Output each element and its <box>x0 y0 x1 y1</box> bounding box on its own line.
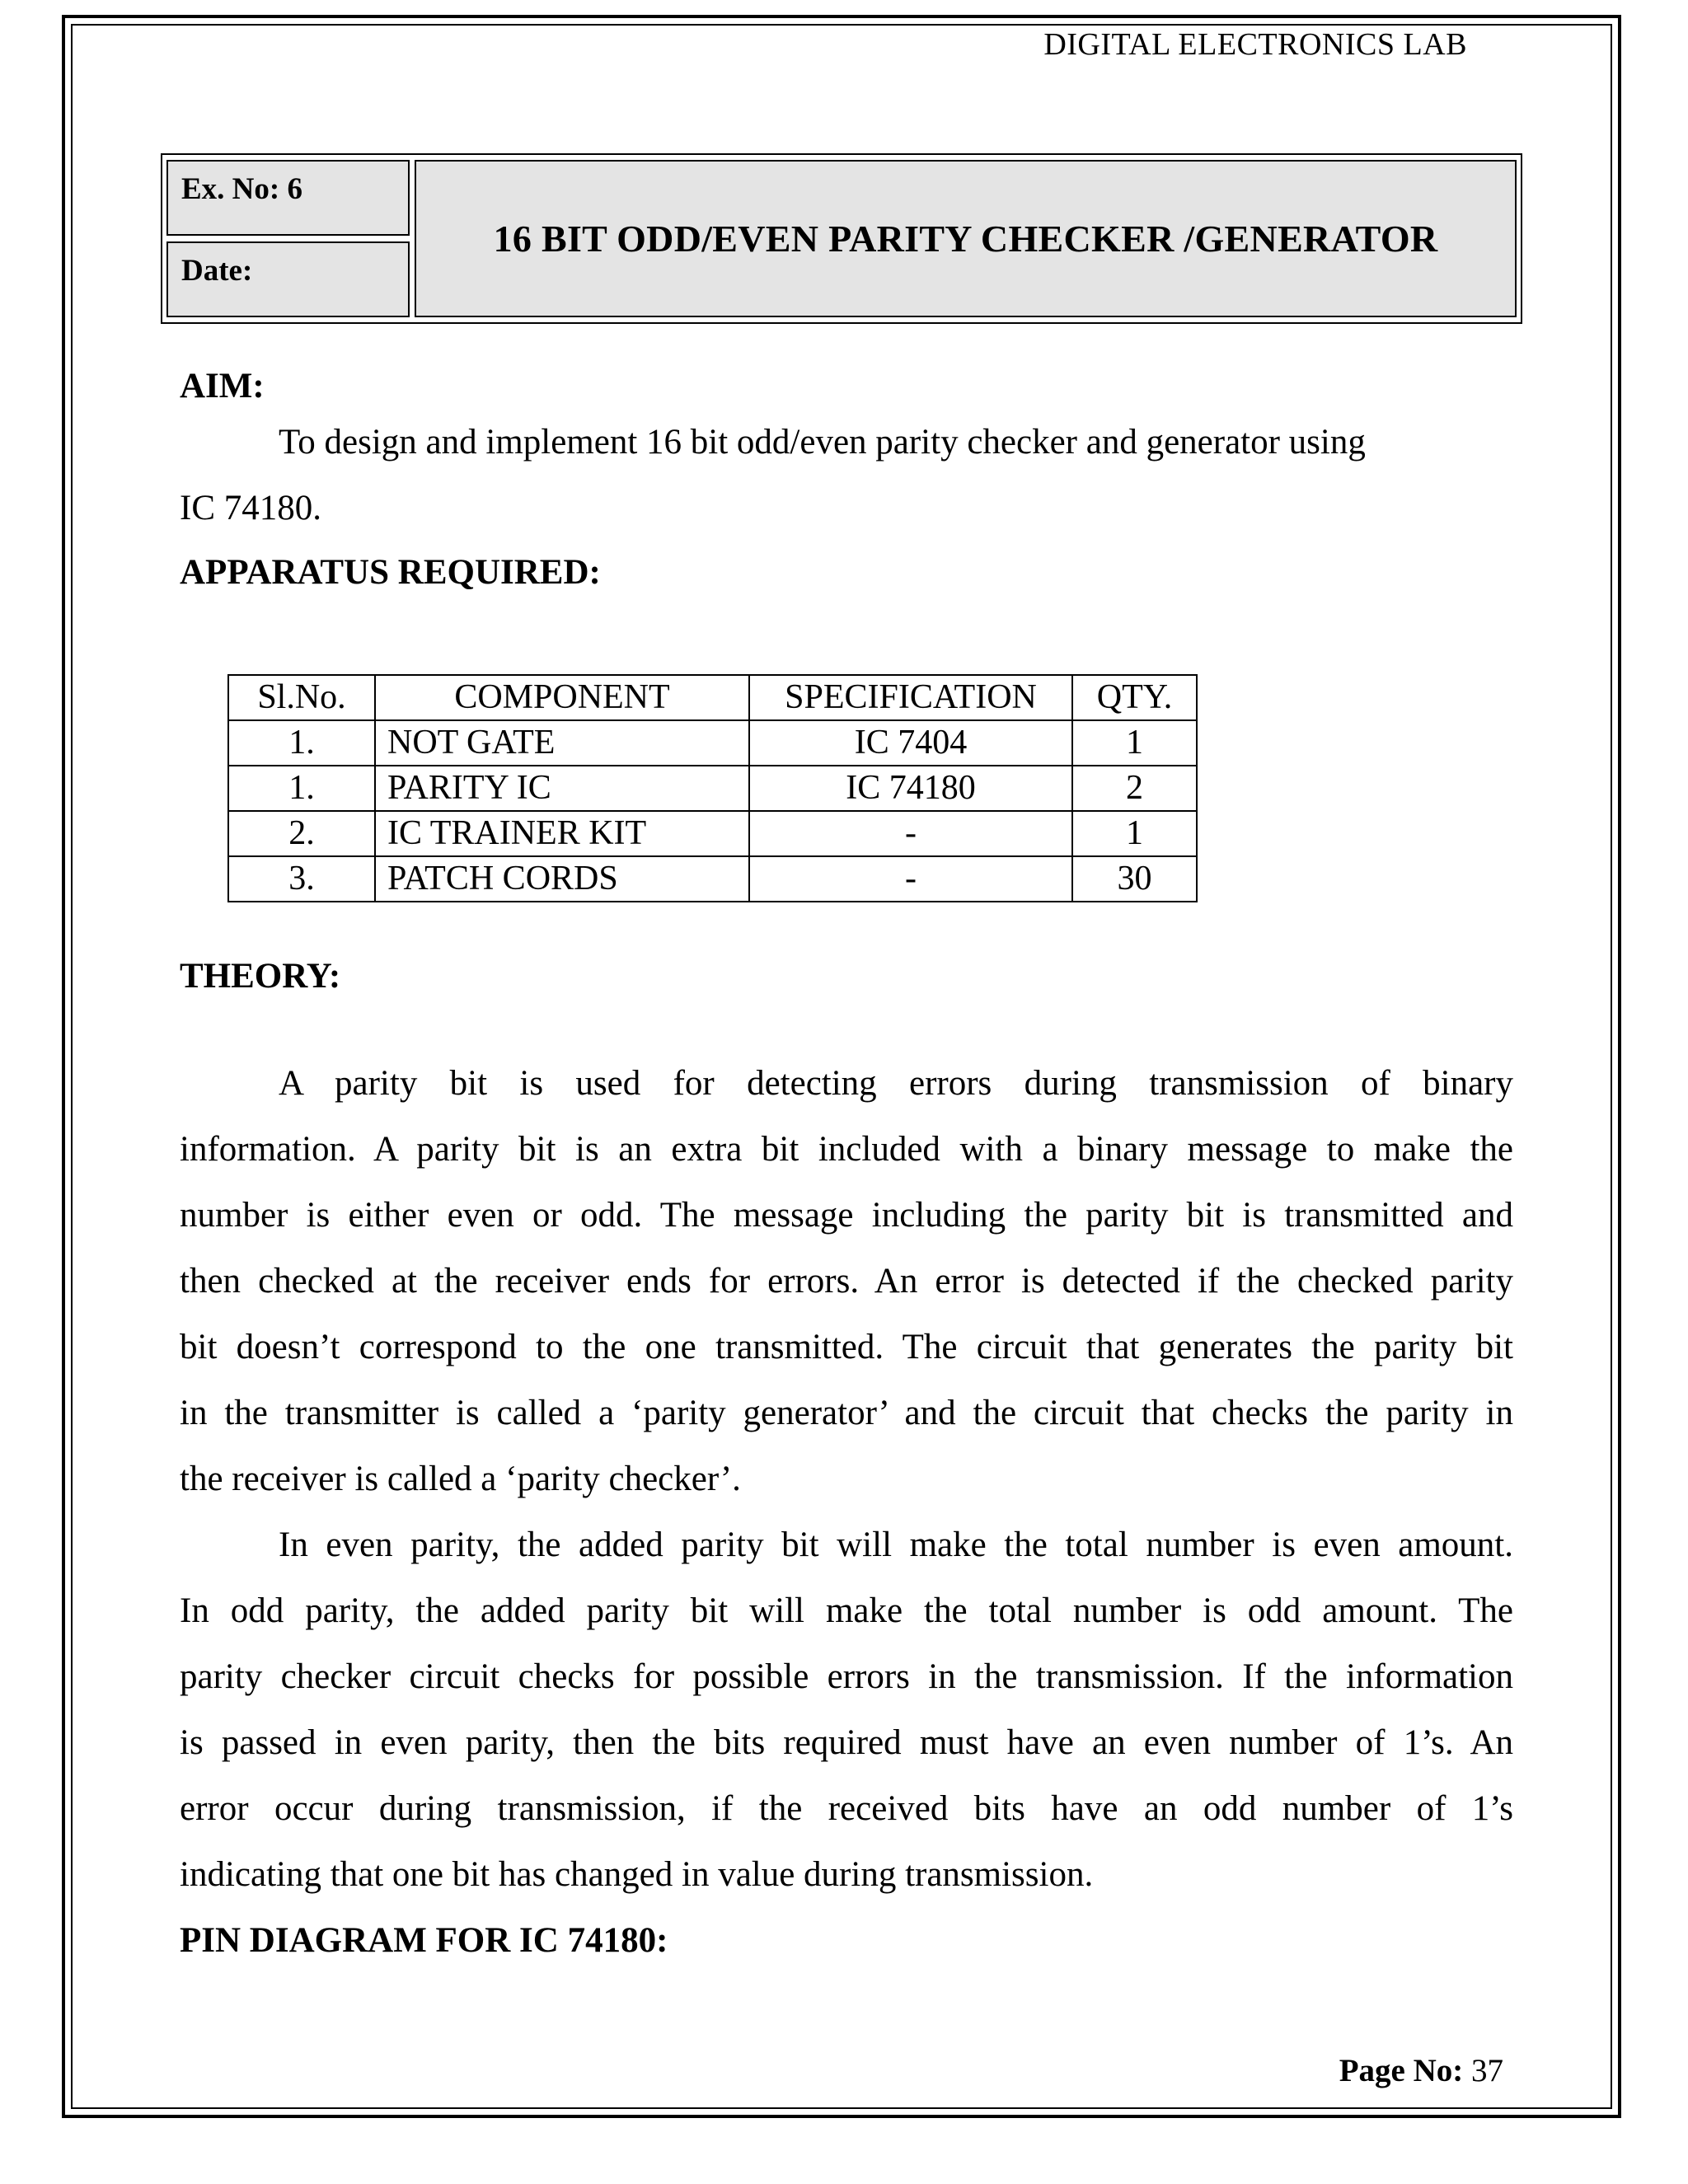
theory-para1-line: number is either even or odd. The message including the parity bit is transmitted and <box>180 1196 1513 1235</box>
date-label: Date: <box>181 254 253 288</box>
theory-para2-line: In even parity, the added parity bit will make the total number is even amount. <box>279 1526 1513 1564</box>
table-row <box>228 720 1197 766</box>
cell-component: NOT GATE <box>375 720 749 766</box>
experiment-title-cell <box>415 160 1517 317</box>
apparatus-heading: APPARATUS REQUIRED: <box>180 553 601 592</box>
ex-no-cell <box>166 160 410 236</box>
ex-no-label: Ex. No: 6 <box>181 172 302 206</box>
theory-para2-line: In odd parity, the added parity bit will make the total number is odd amount. The <box>180 1591 1513 1630</box>
theory-para1-line: the receiver is called a ‘parity checker’. <box>180 1460 741 1498</box>
column-header-slno: Sl.No. <box>228 675 375 720</box>
cell-qty: 1 <box>1072 720 1197 766</box>
apparatus-table <box>227 674 1198 902</box>
page-number-footer <box>1339 2052 1503 2089</box>
theory-para1-line: A parity bit is used for detecting errors during transmission of binary <box>279 1064 1513 1103</box>
cell-specification: IC 74180 <box>749 766 1072 811</box>
cell-specification: IC 7404 <box>749 720 1072 766</box>
theory-heading: THEORY: <box>180 957 341 996</box>
cell-slno: 3. <box>228 856 375 902</box>
pin-diagram-heading: PIN DIAGRAM FOR IC 74180: <box>180 1921 668 1960</box>
date-cell <box>166 241 410 317</box>
theory-para2-line: indicating that one bit has changed in value during transmission. <box>180 1855 1094 1894</box>
cell-qty: 30 <box>1072 856 1197 902</box>
page-number-value: 37 <box>1471 2053 1503 2088</box>
theory-para1-line: then checked at the receiver ends for errors. An error is detected if the checked parity <box>180 1262 1513 1301</box>
cell-specification: - <box>749 811 1072 856</box>
theory-para2-line: parity checker circuit checks for possible errors in the transmission. If the information <box>180 1657 1513 1696</box>
column-header-specification: SPECIFICATION <box>749 675 1072 720</box>
page-number-label: Page No: <box>1339 2053 1464 2088</box>
table-row <box>228 856 1197 902</box>
theory-para2-line: is passed in even parity, then the bits required must have an even number of 1’s. An <box>180 1723 1513 1762</box>
aim-text-line-1: To design and implement 16 bit odd/even parity checker and generator using <box>279 423 1366 462</box>
theory-para1-line: in the transmitter is called a ‘parity generator’ and the circuit that checks the parity in <box>180 1394 1513 1432</box>
cell-component: IC TRAINER KIT <box>375 811 749 856</box>
column-header-qty: QTY. <box>1072 675 1197 720</box>
cell-qty: 1 <box>1072 811 1197 856</box>
experiment-title: 16 BIT ODD/EVEN PARITY CHECKER /GENERATOR <box>493 218 1438 260</box>
cell-slno: 1. <box>228 720 375 766</box>
aim-heading: AIM: <box>180 367 265 405</box>
column-header-component: COMPONENT <box>375 675 749 720</box>
cell-specification: - <box>749 856 1072 902</box>
aim-text-line-2: IC 74180. <box>180 489 321 527</box>
theory-para1-line: information. A parity bit is an extra bit included with a binary message to make the <box>180 1130 1513 1169</box>
cell-component: PARITY IC <box>375 766 749 811</box>
cell-qty: 2 <box>1072 766 1197 811</box>
lab-name-header: DIGITAL ELECTRONICS LAB <box>1043 27 1467 62</box>
cell-component: PATCH CORDS <box>375 856 749 902</box>
theory-para2-line: error occur during transmission, if the received bits have an odd number of 1’s <box>180 1789 1513 1828</box>
table-row <box>228 811 1197 856</box>
table-row <box>228 766 1197 811</box>
theory-para1-line: bit doesn’t correspond to the one transmitted. The circuit that generates the parity bit <box>180 1328 1513 1366</box>
cell-slno: 2. <box>228 811 375 856</box>
cell-slno: 1. <box>228 766 375 811</box>
table-header-row <box>228 675 1197 720</box>
